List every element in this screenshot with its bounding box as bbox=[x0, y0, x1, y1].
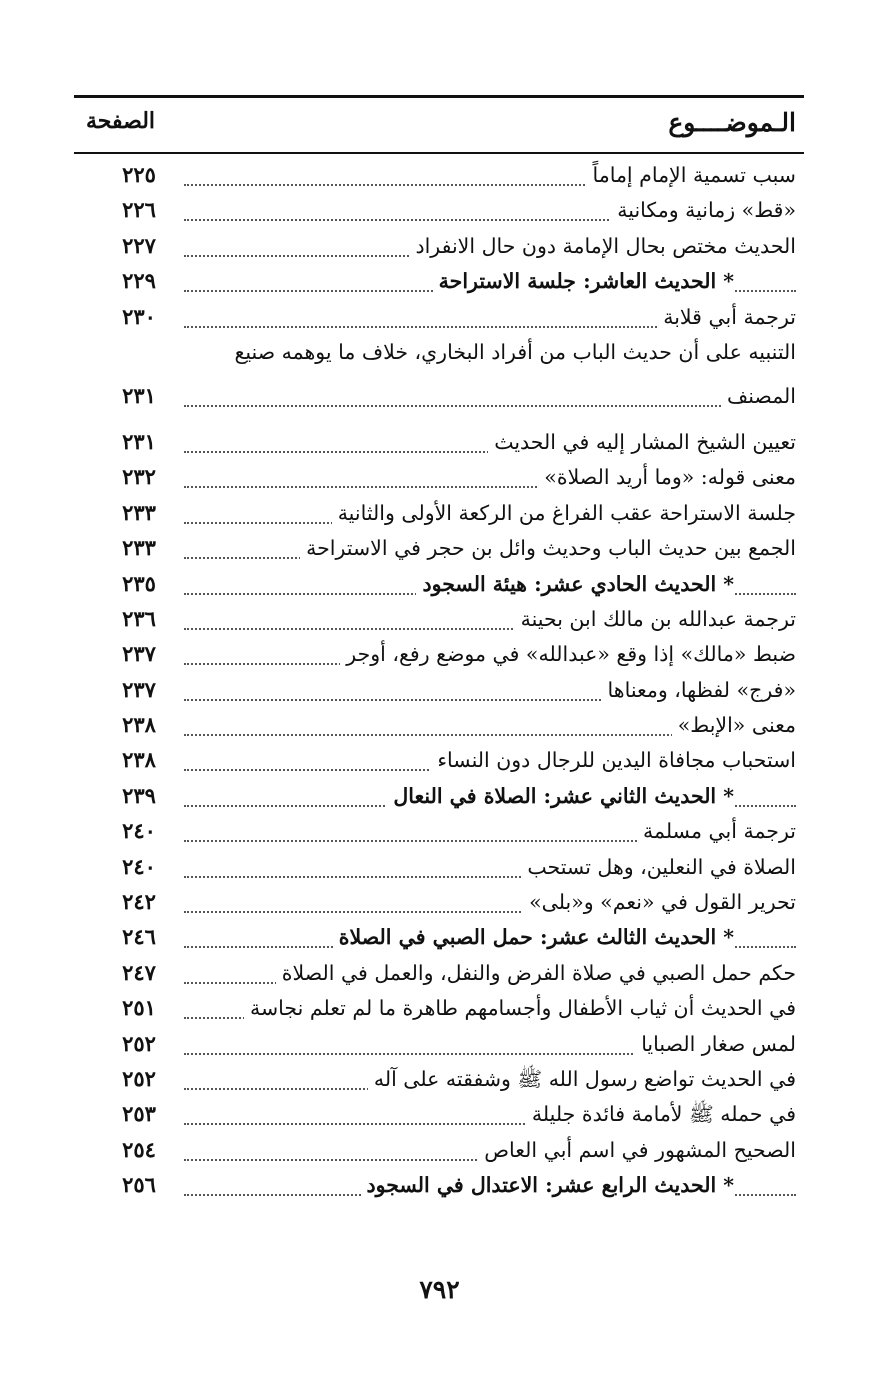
entry-page-number: ٢٣٨ bbox=[122, 747, 156, 773]
entry-title: الجمع بين حديث الباب وحديث وائل بن حجر في الاستراحة bbox=[300, 535, 796, 561]
entry-page-number: ٢٥٢ bbox=[122, 1065, 156, 1091]
toc-entry bbox=[74, 602, 804, 637]
toc-entry bbox=[74, 1062, 804, 1097]
entry-title: جلسة الاستراحة عقب الفراغ من الركعة الأولى والثانية bbox=[332, 500, 796, 526]
toc-entry bbox=[74, 425, 804, 460]
toc-list bbox=[74, 154, 804, 1204]
entry-title: التنبيه على أن حديث الباب من أفراد البخاري، خلاف ما يوهمه صنيع bbox=[228, 339, 796, 365]
entry-page-number: ٢٤٦ bbox=[122, 924, 156, 950]
toc-entry bbox=[74, 229, 804, 264]
entry-page-number: ٢٥٤ bbox=[122, 1136, 156, 1162]
entry-title: الحديث مختص بحال الإمامة دون حال الانفراد bbox=[409, 233, 796, 259]
toc-page bbox=[74, 95, 804, 1204]
toc-entry bbox=[74, 920, 804, 955]
toc-entry bbox=[74, 460, 804, 495]
entry-page-number: ٢٥٢ bbox=[122, 1030, 156, 1056]
entry-title: في الحديث تواضع رسول الله ﷺ وشفقته على آله bbox=[368, 1066, 796, 1092]
entry-page-number: ٢٥١ bbox=[122, 995, 156, 1021]
entry-title: تحرير القول في «نعم» و«بلى» bbox=[523, 889, 796, 915]
entry-title-continued: المصنف bbox=[721, 383, 796, 409]
hadith-heading: * الحديث العاشر: جلسة الاستراحة bbox=[433, 268, 734, 294]
entry-page-number: ٢٣٩ bbox=[122, 782, 156, 808]
toc-entry bbox=[74, 567, 804, 602]
entry-page-number: ٢٣٠ bbox=[122, 303, 156, 329]
entry-title: سبب تسمية الإمام إماماً bbox=[586, 162, 796, 188]
entry-page-number: ٢٣٦ bbox=[122, 605, 156, 631]
entry-page-number: ٢٢٥ bbox=[122, 162, 156, 187]
page-column-header: الصفحة bbox=[86, 108, 156, 134]
entry-title: في حمله ﷺ لأمامة فائدة جليلة bbox=[526, 1101, 796, 1127]
entry-page-number: ٢٣٧ bbox=[122, 676, 156, 702]
toc-entry bbox=[74, 956, 804, 991]
entry-page-number: ٢٤٧ bbox=[122, 959, 156, 985]
entry-title: استحباب مجافاة اليدين للرجال دون النساء bbox=[431, 747, 796, 773]
entry-page-number: ٢٣١ bbox=[122, 428, 156, 454]
toc-entry bbox=[74, 637, 804, 672]
entry-page-number: ٢٤٠ bbox=[122, 853, 156, 879]
entry-title: «فرج» لفظها، ومعناها bbox=[602, 677, 796, 703]
page-number: ٧٩٢ bbox=[419, 1275, 460, 1304]
entry-page-number: ٢٤٠ bbox=[122, 818, 156, 844]
toc-entry bbox=[74, 264, 804, 299]
toc-entry bbox=[74, 991, 804, 1026]
entry-page-number: ٢٢٩ bbox=[122, 268, 156, 294]
dot-leader bbox=[184, 405, 796, 407]
toc-entry bbox=[74, 850, 804, 885]
entry-title: حكم حمل الصبي في صلاة الفرض والنفل، والعمل في الصلاة bbox=[276, 960, 796, 986]
toc-entry bbox=[74, 1133, 804, 1168]
toc-entry bbox=[74, 1097, 804, 1132]
entry-page-number: ٢٣٣ bbox=[122, 499, 156, 525]
entry-title: ترجمة عبدالله بن مالك ابن بحينة bbox=[515, 606, 796, 632]
entry-title: تعيين الشيخ المشار إليه في الحديث bbox=[488, 429, 796, 455]
toc-entry bbox=[74, 743, 804, 778]
entry-page-number: ٢٢٧ bbox=[122, 232, 156, 258]
toc-entry bbox=[74, 1027, 804, 1062]
entry-page-number: ٢٤٢ bbox=[122, 889, 156, 915]
entry-title: ترجمة أبي قلابة bbox=[657, 304, 796, 330]
entry-page-number: ٢٣٣ bbox=[122, 535, 156, 561]
entry-title: معنى «الإبط» bbox=[672, 712, 796, 738]
hadith-heading: * الحديث الثاني عشر: الصلاة في النعال bbox=[387, 783, 734, 809]
toc-entry bbox=[74, 1168, 804, 1203]
entry-page-number: ٢٣٥ bbox=[122, 570, 156, 596]
entry-page-number: ٢٣٧ bbox=[122, 641, 156, 667]
hadith-heading: * الحديث الثالث عشر: حمل الصبي في الصلاة bbox=[333, 924, 734, 950]
toc-entry bbox=[74, 779, 804, 814]
toc-entry bbox=[74, 496, 804, 531]
toc-entry bbox=[74, 300, 804, 335]
toc-entry bbox=[74, 885, 804, 920]
entry-title: في الحديث أن ثياب الأطفال وأجسامهم طاهرة ما لم تعلم نجاسة bbox=[244, 995, 796, 1021]
toc-entry bbox=[74, 158, 804, 193]
entry-title: الصحيح المشهور في اسم أبي العاص bbox=[478, 1137, 796, 1163]
hadith-heading: * الحديث الحادي عشر: هيئة السجود bbox=[416, 571, 734, 597]
entry-page-number: ٢٢٦ bbox=[122, 197, 156, 223]
toc-entry bbox=[74, 814, 804, 849]
toc-entry bbox=[74, 531, 804, 566]
entry-page-number: ٢٥٣ bbox=[122, 1101, 156, 1127]
entry-page-number: ٢٣٢ bbox=[122, 464, 156, 490]
entry-page-number: ٢٥٦ bbox=[122, 1172, 156, 1198]
entry-title: لمس صغار الصبايا bbox=[635, 1031, 796, 1057]
hadith-heading: * الحديث الرابع عشر: الاعتدال في السجود bbox=[361, 1172, 735, 1198]
entry-page-number: ٢٣٨ bbox=[122, 712, 156, 738]
entry-title: الصلاة في النعلين، وهل تستحب bbox=[521, 854, 796, 880]
toc-entry bbox=[74, 708, 804, 743]
toc-entry bbox=[74, 673, 804, 708]
topic-column-header: الـموضــــوع bbox=[668, 108, 796, 137]
entry-title: ضبط «مالك» إذا وقع «عبدالله» في موضع رفع، أوجر bbox=[340, 641, 796, 667]
toc-entry bbox=[74, 335, 804, 425]
entry-title: «قط» زمانية ومكانية bbox=[611, 197, 796, 223]
table-header bbox=[74, 98, 804, 152]
toc-entry bbox=[74, 193, 804, 228]
entry-title: معنى قوله: «وما أريد الصلاة» bbox=[538, 464, 796, 490]
entry-title: ترجمة أبي مسلمة bbox=[637, 818, 796, 844]
entry-page-number: ٢٣١ bbox=[122, 382, 156, 408]
